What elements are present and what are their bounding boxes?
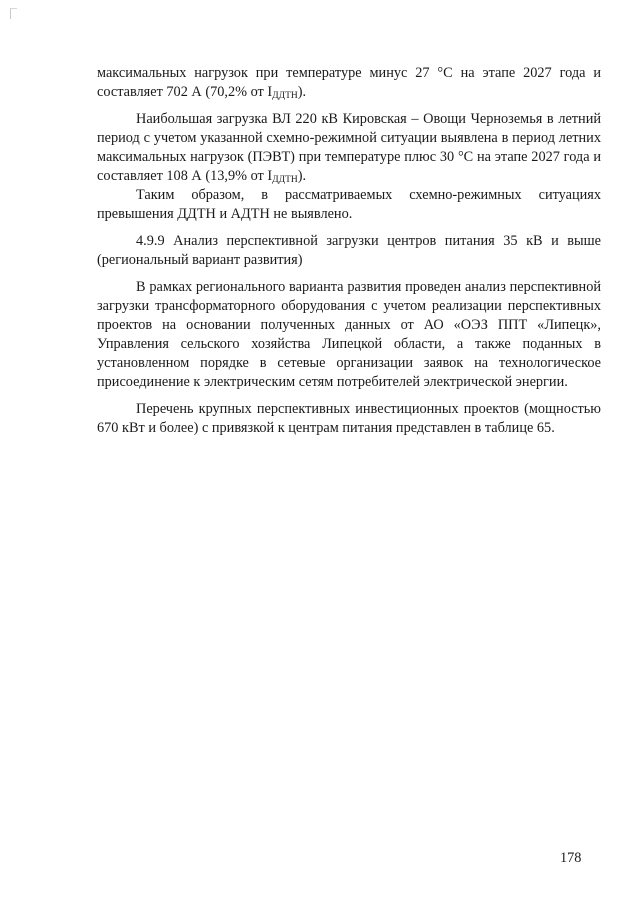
paragraph-investment-projects: Перечень крупных перспективных инвестиционных проектов (мощностью 670 кВт и более) с привязкой к центрам питания представлен в таблице 65. — [97, 401, 601, 436]
page-number: 178 — [560, 850, 582, 866]
paragraph-2-text: Наибольшая загрузка ВЛ 220 кВ Кировская – Овощи Черноземья в летний период с учетом указанной схемно-режимной ситуации выявлена в период летних максимальных нагрузок (ПЭВТ) при температуре плюс 30 °С на этапе 2027 года и составляет 108 А (13,9% от I — [97, 111, 601, 184]
paragraph-1-subscript: ДДТН — [272, 91, 298, 101]
paragraph-1-end: ). — [297, 84, 307, 100]
paragraph-2-end: ). — [297, 168, 307, 184]
paragraph-2-subscript: ДДТН — [272, 175, 298, 185]
paragraph-regional-analysis: В рамках регионального варианта развития проведен анализ перспективной загрузки трансформаторного оборудования с учетом реализации перспективных проектов на основании полученных данных от АО «ОЭЗ ППТ «Липецк», Управления сельского хозяйства Липецкой области, а также поданных в установленном порядке в сетевые организации заявок на технологическое присоединение к электрическим сетям потребителей электрической энергии. — [97, 279, 601, 390]
paragraph-vl-220-load — [97, 110, 601, 186]
paragraph-conclusion: Таким образом, в рассматриваемых схемно-режимных ситуациях превышения ДДТН и АДТН не выявлено. — [97, 187, 601, 222]
section-heading: 4.9.9 Анализ перспективной загрузки центров питания 35 кВ и выше (региональный вариант развития) — [97, 233, 601, 268]
scan-artifact-mark — [10, 8, 17, 19]
document-body — [97, 64, 601, 438]
paragraph-continuation — [97, 64, 601, 102]
paragraph-1-text: максимальных нагрузок при температуре минус 27 °С на этапе 2027 года и составляет 702 А (70,2% от I — [97, 65, 601, 100]
